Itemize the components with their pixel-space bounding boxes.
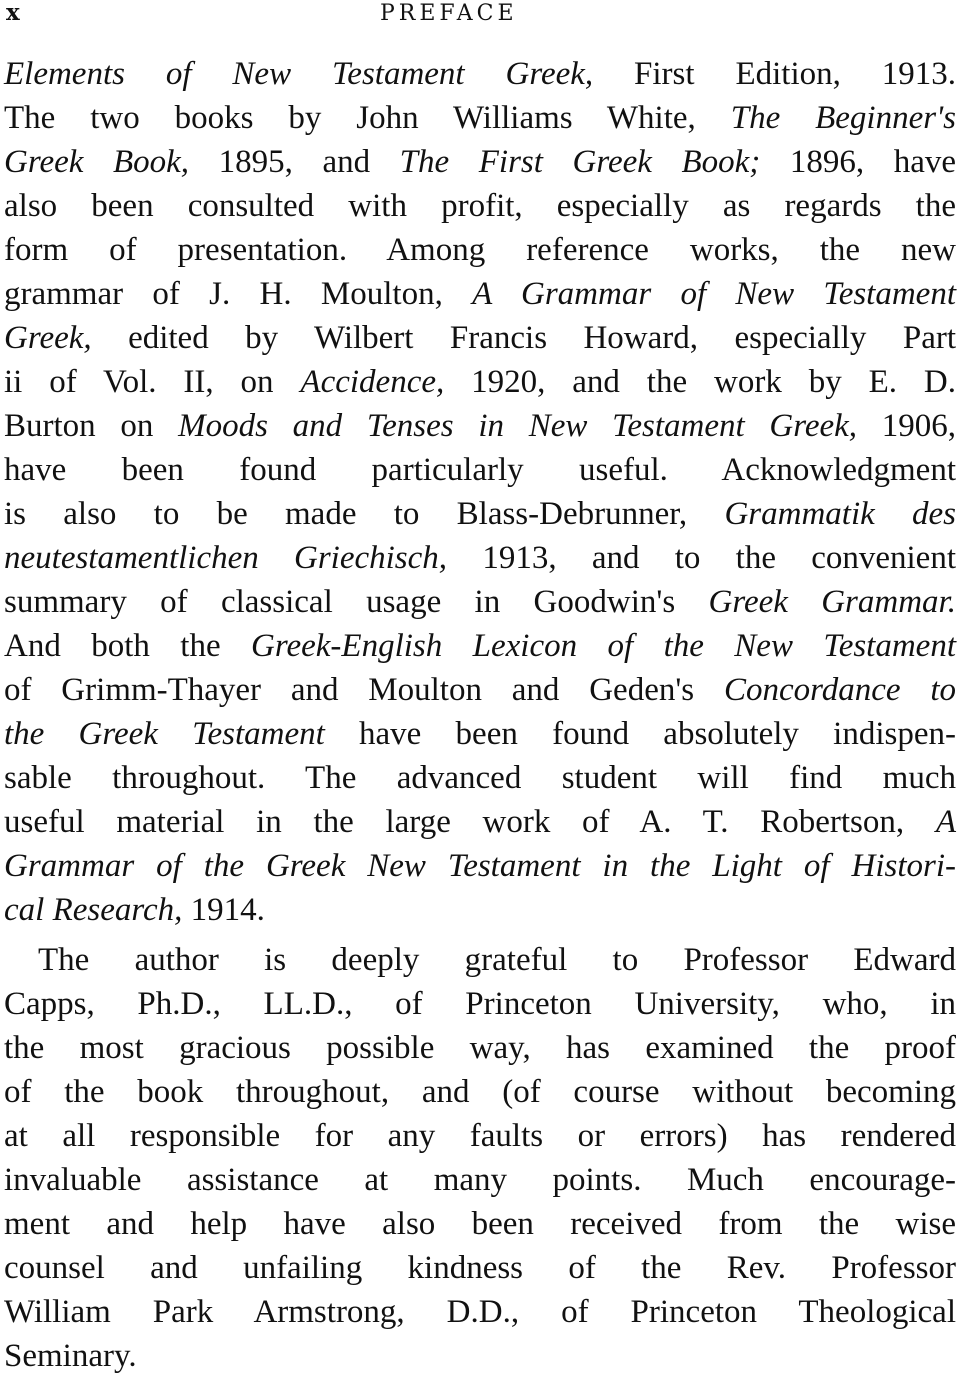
text-line [4, 888, 956, 932]
running-title: PREFACE [380, 1, 518, 26]
text-line [4, 1026, 956, 1070]
page-number: x [6, 0, 20, 26]
text-line [4, 272, 956, 316]
text-line [4, 982, 956, 1026]
body-text-segment: counsel and unfailing kindness of the Rev. Professor [4, 1250, 956, 1286]
text-line [4, 938, 956, 982]
body-text-segment: ment and help have also been received from the wise [4, 1206, 956, 1242]
body-text-segment: have been found particularly useful. Acknowledgment [4, 452, 956, 488]
text-line [4, 1290, 956, 1334]
body-text-segment: Seminary. [4, 1338, 137, 1374]
text-line [4, 96, 956, 140]
text-line [4, 316, 956, 360]
text-line [4, 624, 956, 668]
text-line [4, 1246, 956, 1290]
text-line [4, 1070, 956, 1114]
text-line [4, 140, 956, 184]
running-head [4, 0, 956, 30]
italic-title-text: Grammar of the Greek New Testament in the Light of Histori- [4, 848, 956, 884]
body-text-segment: And both the [4, 628, 252, 664]
italic-title-text: Greek, [4, 320, 92, 356]
text-line [4, 800, 956, 844]
text-line [4, 404, 956, 448]
body-text-segment: 1920, and the work by E. D. [444, 364, 956, 400]
text-line [4, 1202, 956, 1246]
body-text-segment: 1906, [857, 408, 956, 444]
body-text-segment: The two books by John Williams White, [4, 100, 731, 136]
italic-title-text: Greek Grammar. [708, 584, 956, 620]
italic-title-text: The Beginner's [730, 100, 956, 136]
text-line [4, 536, 956, 580]
body-text-segment: sable throughout. The advanced student will find much [4, 760, 956, 796]
body-text-segment: grammar of J. H. Moulton, [4, 276, 473, 312]
body-text-segment: William Park Armstrong, D.D., of Princeton Theological [4, 1294, 956, 1330]
body-text-segment: 1913, and to the convenient [447, 540, 956, 576]
body-text-segment: First Edition, 1913. [593, 56, 956, 92]
body-text-segment: ii of Vol. II, on [4, 364, 301, 400]
text-line [4, 492, 956, 536]
body-text-segment: of Grimm-Thayer and Moulton and Geden's [4, 672, 724, 708]
text-line [4, 184, 956, 228]
body-text-segment: of the book throughout, and (of course without becoming [4, 1074, 956, 1110]
italic-title-text: Greek Book, [4, 144, 190, 180]
body-text-segment: summary of classical usage in Goodwin's [4, 584, 709, 620]
text-line [4, 1114, 956, 1158]
body-text-segment: 1914. [182, 892, 265, 928]
body-text-segment: also been consulted with profit, especially as regards the [4, 188, 956, 224]
body-text-segment: invaluable assistance at many points. Much encourage- [4, 1162, 956, 1198]
text-line [4, 668, 956, 712]
text-line [4, 844, 956, 888]
body-text-segment: Capps, Ph.D., LL.D., of Princeton University, who, in [4, 986, 956, 1022]
body-text-segment: 1895, and [189, 144, 400, 180]
italic-title-text: neutestamentlichen Griechisch, [4, 540, 448, 576]
italic-title-text: Accidence, [300, 364, 445, 400]
body-text-segment: edited by Wilbert Francis Howard, especially Part [91, 320, 956, 356]
body-text-segment: The author is deeply grateful to Professor Edward [38, 942, 956, 978]
text-line [4, 712, 956, 756]
text-line [4, 228, 956, 272]
text-line [4, 756, 956, 800]
body-text-segment: form of presentation. Among reference works, the new [4, 232, 956, 268]
body-text-segment: have been found absolutely indispen- [324, 716, 956, 752]
body-text-segment: is also to be made to Blass-Debrunner, [4, 496, 725, 532]
italic-title-text: Elements of New Testament Greek, [4, 56, 594, 92]
preface-body-text [4, 52, 956, 1378]
italic-title-text: Moods and Tenses in New Testament Greek, [178, 408, 858, 444]
body-text-segment: at all responsible for any faults or errors) has rendered [4, 1118, 956, 1154]
italic-title-text: cal Research, [4, 892, 183, 928]
text-line [4, 448, 956, 492]
body-text-segment: the most gracious possible way, has examined the proof [4, 1030, 956, 1066]
italic-title-text: Grammatik des [724, 496, 957, 532]
body-text-segment: 1896, have [760, 144, 956, 180]
italic-title-text: A Grammar of New Testament [472, 276, 956, 312]
body-text-segment: Burton on [4, 408, 179, 444]
italic-title-text: Concordance to [723, 672, 956, 708]
italic-title-text: the Greek Testament [4, 716, 325, 752]
body-text-segment: useful material in the large work of A. T. Robertson, [4, 804, 936, 840]
italic-title-text: The First Greek Book; [399, 144, 761, 180]
text-line [4, 1334, 956, 1378]
italic-title-text: Greek-English Lexicon of the New Testament [251, 628, 956, 664]
text-line [4, 52, 956, 96]
text-line [4, 580, 956, 624]
text-line [4, 360, 956, 404]
italic-title-text: A [935, 804, 956, 840]
text-line [4, 1158, 956, 1202]
